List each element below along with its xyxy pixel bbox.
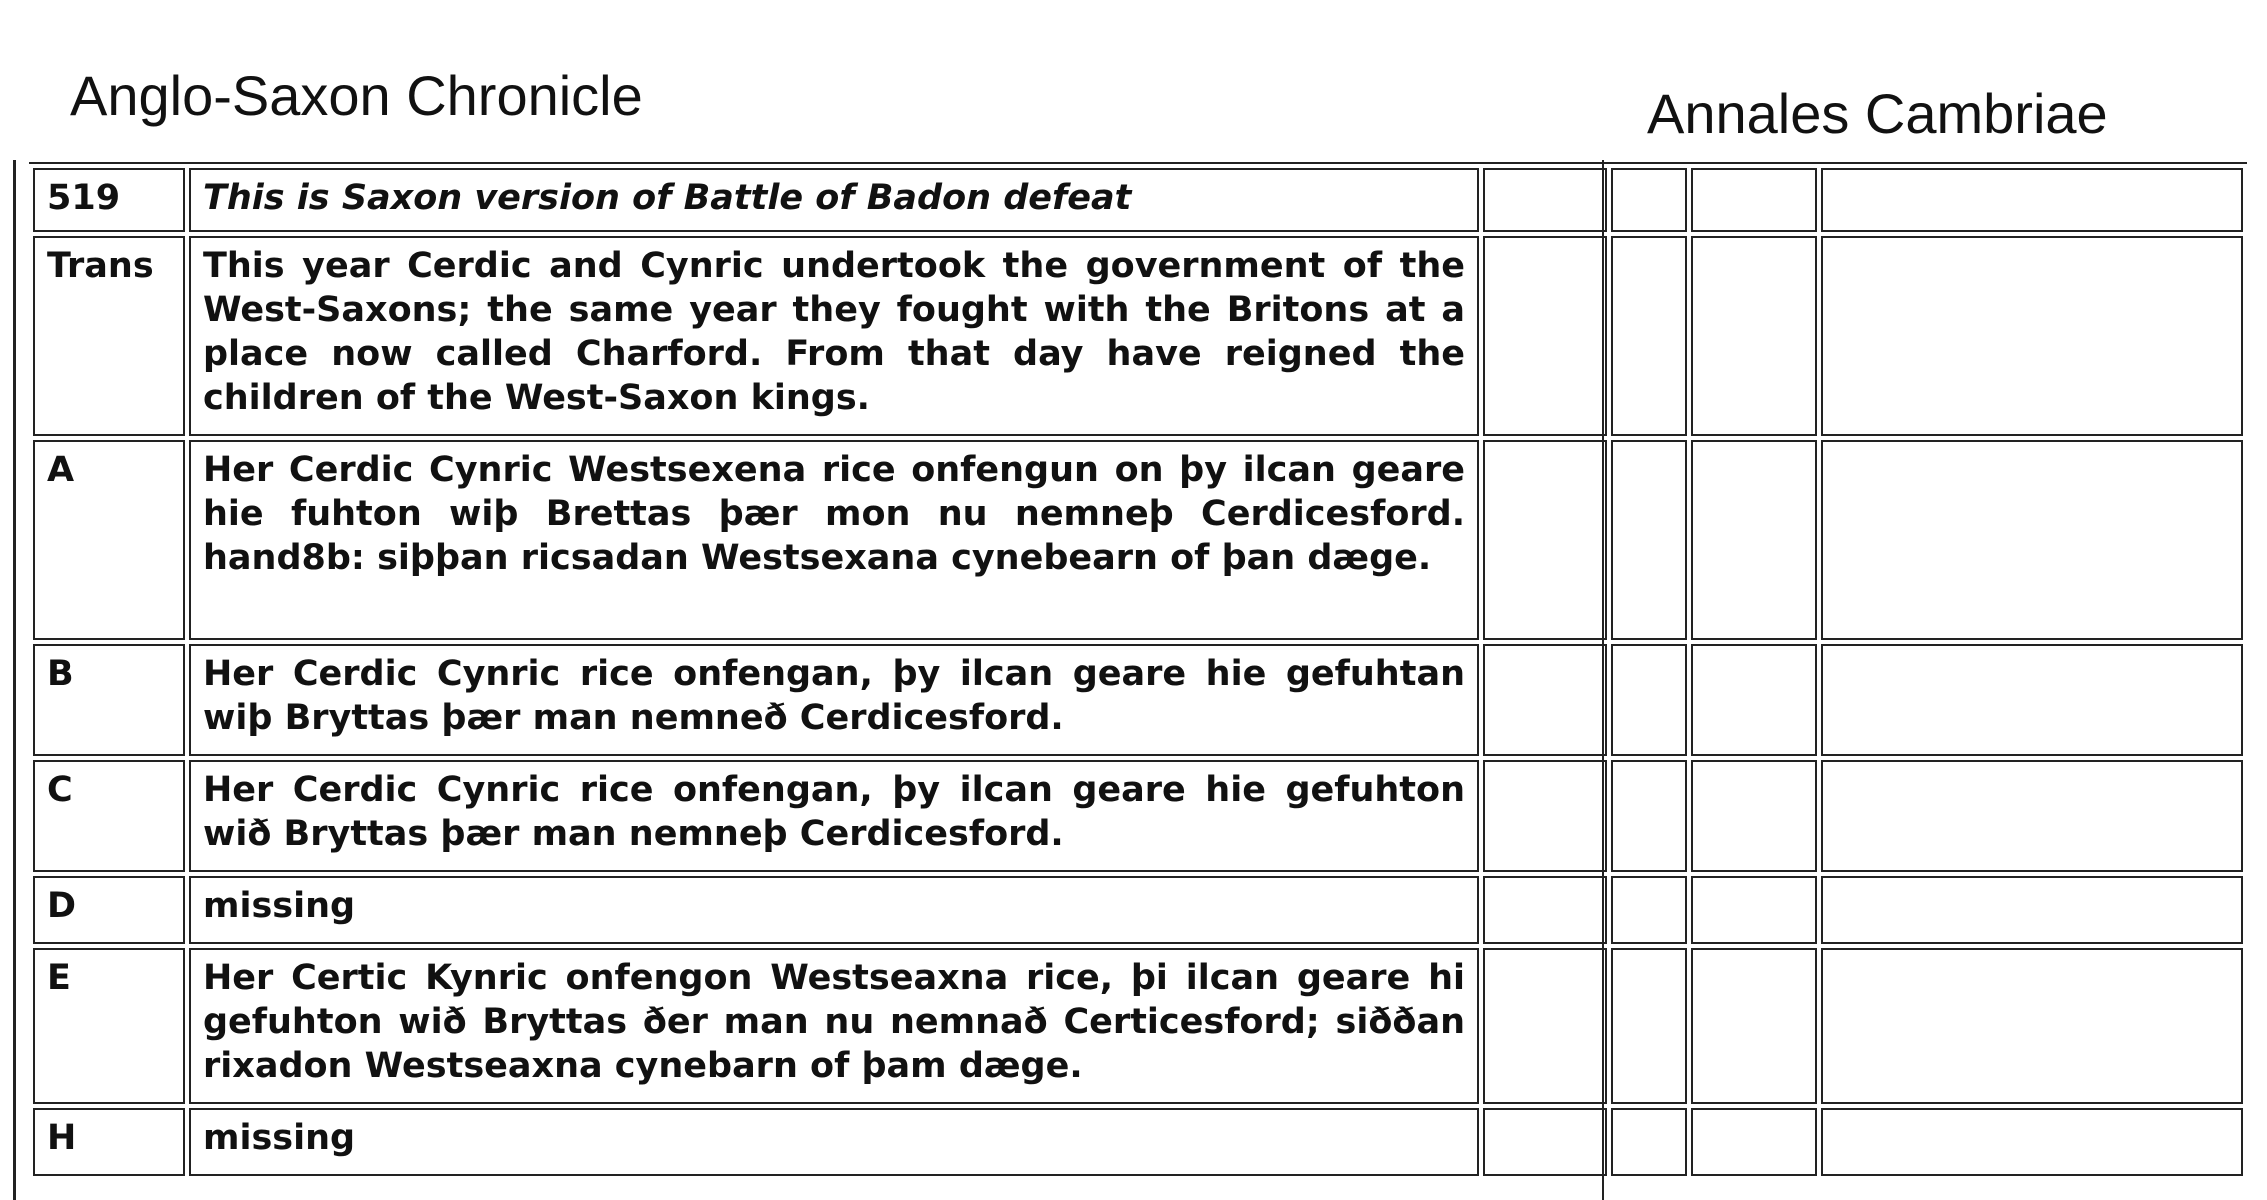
empty-cell (1611, 236, 1687, 436)
empty-cell (1611, 168, 1687, 232)
empty-cell (1483, 948, 1607, 1104)
row-label: E (33, 948, 185, 1104)
empty-cell (1691, 440, 1817, 640)
empty-cell (1483, 440, 1607, 640)
empty-cell (1611, 1108, 1687, 1176)
empty-cell (1483, 876, 1607, 944)
row-label: Trans (33, 236, 185, 436)
row-text: missing (189, 876, 1479, 944)
empty-cell (1611, 876, 1687, 944)
empty-cell (1691, 948, 1817, 1104)
empty-cell (1821, 760, 2243, 872)
empty-cell (1821, 168, 2243, 232)
row-text: missing (189, 1108, 1479, 1176)
empty-cell (1611, 644, 1687, 756)
empty-cell (1611, 760, 1687, 872)
row-text: Her Certic Kynric onfengon Westseaxna rice, þi ilcan geare hi gefuhton wið Bryttas ðer man nu nemnað Certicesford; siððan rixadon Westseaxna cynebarn of þam dæge. (189, 948, 1479, 1104)
empty-cell (1821, 1108, 2243, 1176)
empty-cell (1821, 644, 2243, 756)
empty-cell (1691, 760, 1817, 872)
empty-cell (1483, 168, 1607, 232)
empty-cell (1691, 876, 1817, 944)
row-label: B (33, 644, 185, 756)
empty-cell (1691, 236, 1817, 436)
row-text: This is Saxon version of Battle of Badon defeat (189, 168, 1479, 232)
row-label: H (33, 1108, 185, 1176)
empty-cell (1611, 440, 1687, 640)
row-label: C (33, 760, 185, 872)
table-row (33, 760, 2243, 872)
row-label: D (33, 876, 185, 944)
row-label: A (33, 440, 185, 640)
empty-cell (1821, 876, 2243, 944)
row-text: Her Cerdic Cynric Westsexena rice onfengun on þy ilcan geare hie fuhton wiþ Brettas þær mon nu nemneþ Cerdicesford. hand8b: siþþan ricsadan Westsexana cynebearn of þan dæge. (189, 440, 1479, 640)
table-row (33, 644, 2243, 756)
annales-divider-line (1602, 160, 1604, 1200)
table-row (33, 440, 2243, 640)
table-row (33, 876, 2243, 944)
chronicle-table (29, 162, 2247, 1180)
empty-cell (1483, 1108, 1607, 1176)
empty-cell (1821, 236, 2243, 436)
table-row (33, 1108, 2243, 1176)
row-text: Her Cerdic Cynric rice onfengan, þy ilcan geare hie gefuhton wið Bryttas þær man nemneþ Cerdicesford. (189, 760, 1479, 872)
empty-cell (1821, 948, 2243, 1104)
empty-cell (1691, 1108, 1817, 1176)
row-text: Her Cerdic Cynric rice onfengan, þy ilcan geare hie gefuhtan wiþ Bryttas þær man nemneð Cerdicesford. (189, 644, 1479, 756)
empty-cell (1691, 168, 1817, 232)
empty-cell (1821, 440, 2243, 640)
anglo-saxon-chronicle-title: Anglo-Saxon Chronicle (70, 64, 643, 127)
left-frame-line (13, 160, 16, 1200)
empty-cell (1483, 236, 1607, 436)
empty-cell (1483, 644, 1607, 756)
row-label: 519 (33, 168, 185, 232)
row-text: This year Cerdic and Cynric undertook the government of the West-Saxons; the same year they fought with the Britons at a place now called Charford. From that day have reigned the children of the West-Saxon kings. (189, 236, 1479, 436)
empty-cell (1611, 948, 1687, 1104)
table-row (33, 168, 2243, 232)
empty-cell (1483, 760, 1607, 872)
empty-cell (1691, 644, 1817, 756)
table-row (33, 948, 2243, 1104)
annales-cambriae-title: Annales Cambriae (1647, 82, 2108, 145)
table-row (33, 236, 2243, 436)
